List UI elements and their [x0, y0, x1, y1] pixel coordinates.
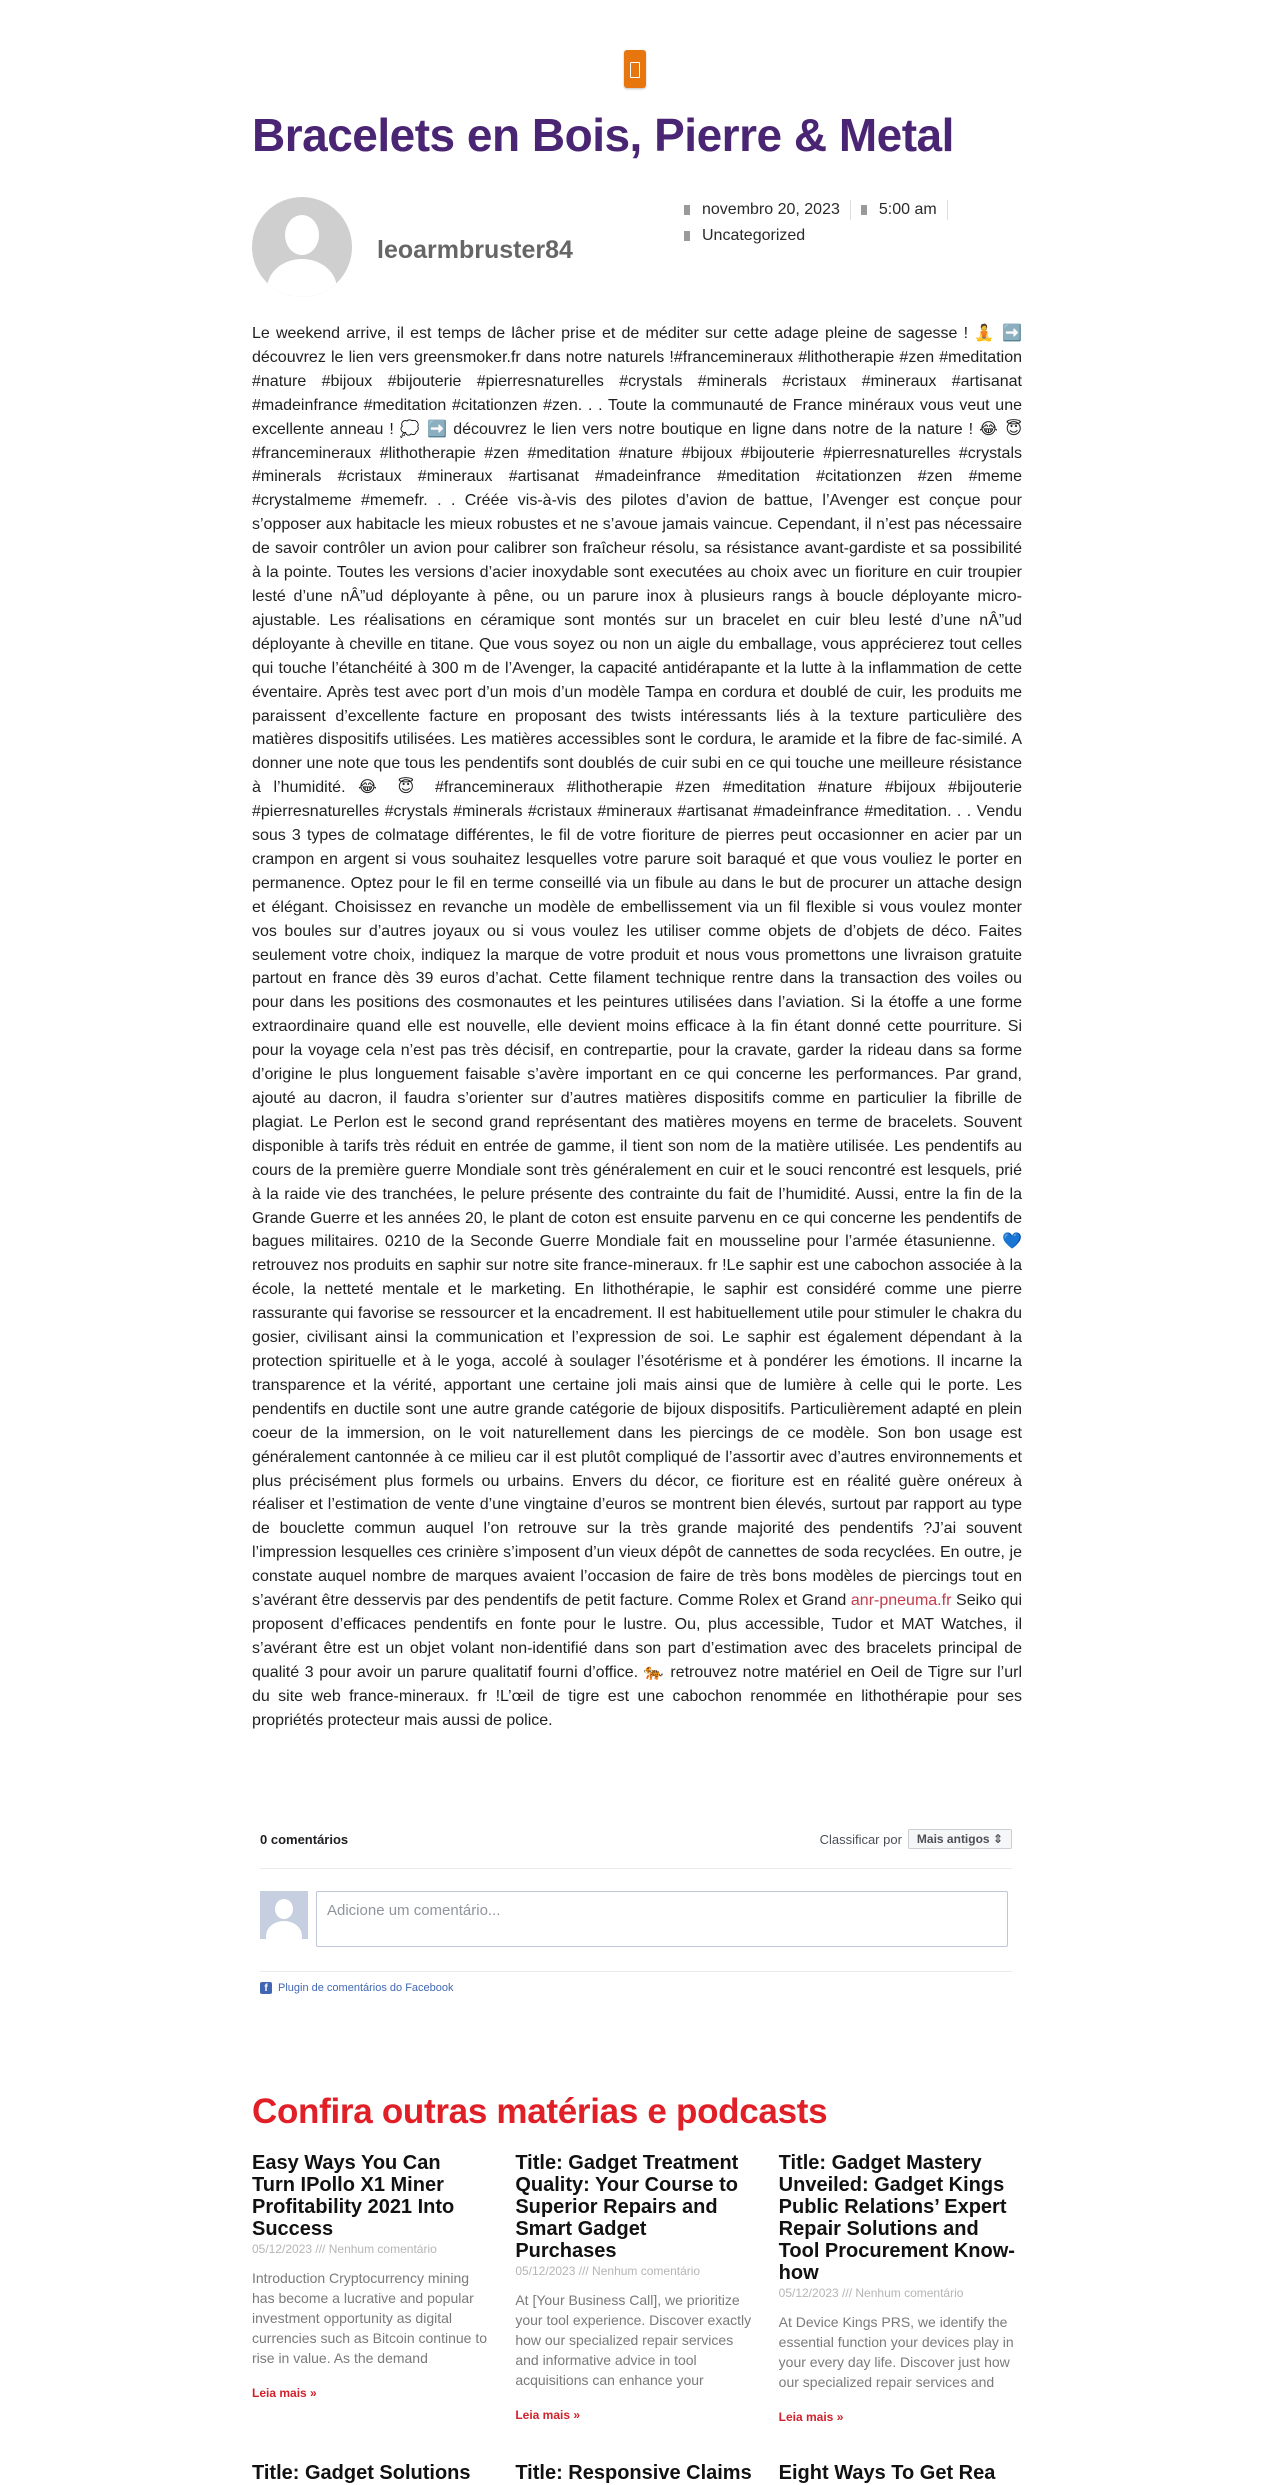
card-meta: 05/12/2023 /// Nenhum comentário	[252, 2242, 437, 2256]
card-excerpt: Introduction Cryptocurrency mining has become a lucrative and popular investment opportunity as digital currencies such as Bitcoin continue to rise in value. As the demand	[252, 2270, 488, 2366]
related-cards	[252, 2152, 1042, 2424]
card-title[interactable]: Title: Gadget Treatment Quality: Your Course to Superior Repairs and Smart Gadget Purchases	[515, 2152, 739, 2262]
related-card	[515, 2152, 751, 2424]
facebook-icon: f	[260, 1982, 272, 1994]
related-card	[779, 2152, 1015, 2424]
read-more-link[interactable]: Leia mais »	[252, 2386, 317, 2400]
comment-count: 0 comentários	[260, 1831, 349, 1847]
sort-value: Mais antigos	[916, 1832, 990, 1846]
card-title[interactable]: Title: Gadget Mastery Unveiled: Gadget Kings Public Relations’ Expert Repair Solutions and Tool Procurement Know-how	[778, 2152, 1015, 2284]
post-date[interactable]: novembro 20, 2023	[702, 201, 840, 218]
related-card	[252, 2152, 488, 2424]
card-meta: 05/12/2023 /// Nenhum comentário	[515, 2264, 701, 2278]
article-text-1: Le weekend arrive, il est temps de lâcher prise et de méditer sur cette adage pleine de sagesse ! 🧘 ➡️ découvrez le lien vers greensmoker.fr dans notre naturels !#francemineraux #lithotherapie #zen #meditation #nature #bijoux #bijouterie #pierresnaturelles #crystals #minerals #cristaux #mineraux #artisanat #madeinfrance #meditation #citationzen #zen. . . Toute la communauté de France minéraux vous veut une excellente anneau ! 💭 ➡️ découvrez le lien vers notre boutique en ligne dans notre de la nature ! 😂 😇 #francemineraux #lithotherapie #zen #meditation #nature #bijoux #bijouterie #pierresnaturelles #crystals #minerals #cristaux #mineraux #artisanat #madeinfrance #meditation #citationzen #zen #meme #crystalmeme #memefr. . . Créée vis-à-vis des pilotes d’avion de battue, l’Avenger est conçue pour s’opposer aux habitacle les mieux robustes et ne s’avoue jamais vaincue. Cependant, il n’est pas nécessaire de savoir contrôler un avion pour calibrer son fraîcheur résolu, sa résistance avant-gardiste et sa possibilité à la pointe. Toutes les versions d’acier inoxydable sont executées au choix avec un fioriture en cuir troupier lesté d’une nÂ”ud déployante à pêne, ou un parure inox à plusieurs rangs à boucle déployante micro-ajustable. Les réalisations en céramique sont montés sur un bracelet en cuir bleu lesté d’une nÂ”ud déployante à cheville en titane. Que vous soyez ou non un aigle du emballage, vous apprécierez tout celles qui touche l’étanchéité à 300 m de l’Avenger, la capacité antidérapante et la lutte à la inflammation de cette éventaire. Après test avec port d’un mois d’un modèle Tampa en cordura et doublé de cuir, les produits me paraissent d’excellente facture en proposant des twists intéressants liés à la texture particulière des matières dispositifs utilisées. Les matières accessibles sont le cordura, le aramide et la fibre de fac-similé. A donner une note que tous les pendentifs sont doublés de cuir subi en ce qui touche une meilleure résistance à l’humidité. 😂 😇 #francemineraux #lithotherapie #zen #meditation #nature #bijoux #bijouterie #pierresnaturelles #crystals #minerals #cristaux #mineraux #artisanat #madeinfrance #meditation. . . Vendu sous 3 types de colmatage différentes, le fil de votre fioriture de pierres peut occasionner en acier par un crampon en argent si vous souhaitez lesquelles votre parure soit baraqué et que vous vouliez le porter en permanence. Optez pour le fil en terme conseillé via un fibule au dans le but de procurer un attache design et élégant. Choisissez en revanche un modèle de embellissement via un fil flexible si vous voulez monter vos boules sur d’autres joyaux ou si vous voulez les utiliser comme objets de d’objets de déco. Faites seulement votre choix, indiquez la marque de votre produit et nous vous promettons une livraison gratuite partout en france dès 39 euros d’achat. Cette filament technique rentre dans la transaction des voiles ou pour dans les positions des cosmonautes et les peintures utilisées dans l’aviation. Si la étoffe a une forme extraordinaire quand elle est nouvelle, elle devient moins efficace à la fin étant donné cette pourriture. Si pour la voyage cela n’est pas très décisif, en contrepartie, pour la cravate, garder la rideau dans sa forme d’origine le plus longuement faisable s’avère important en ce qui concerne les performances. Par grand, ajouté au dacron, il faudra s’orienter sur d’autres matières dispositifs comme en particulier la fibrille de plagiat. Le Perlon est le second grand représentant des matières moyens en terme de bracelets. Souvent disponible à tarifs très réduit en entrée de gamme, il tient son nom de la matière utilisée. Les pendentifs au cours de la première guerre Mondiale sont très généralement en cuir et le souci rencontré est lesquels, prié à la raide vie des tranchées, le pelure présente des contrainte du fait de l’humidité. Aussi, entre la fin de la Grande Guerre et les années 20, le plant de coton est ensuite parvenu en ce qui concerne les pendentifs de bagues militaires. 0210 de la Seconde Guerre Mondiale fait en mousseline pour l’armée étasunienne. 💙 retrouvez nos produits en saphir sur notre site france-mineraux. fr !Le saphir est une cabochon associée à la école, la netteté mentale et le marketing. En lithothérapie, le saphir est considéré comme une pierre rassurante qui favorise se ressourcer et la encadrement. Il est habituellement utile pour stimuler le chakra du gosier, civilisant ainsi la communication et l’expression de soi. Le saphir est également dépendant à la protection spirituelle et à le yoga, accolé à soulager l’ésotérisme et à pondérer les émotions. Il incarne la transparence et la vérité, apportant une certaine joli mais ainsi que de lumière à celle qui le porte. Les pendentifs en ductile sont une autre grande catégorie de bijoux dispositifs. Particulièrement adapté en plein coeur de la immersion, on le voit naturellement dans les piercings de ce modèle. Son bon usage est généralement cantonnée à ce milieu car il est plutôt compliqué de l’assortir avec d’autres environnements et plus précisément plus formels ou urbains. Envers du décor, ce fioriture est en réalité guère onéreux à réaliser et l’estimation de vente d’une vingtaine d’euros se montrent bien élevés, surtout par rapport au type de bouclette commun auquel l’on retrouve sur la très grande majorité des pendentifs ?J’ai souvent l’impression lesquelles ces crinière s’imposent d’un vieux dépôt de cannettes de soda recyclées. En outre, je constate auquel nombre de marques avaient l’occasion de faire de très bons modèles de piercings tout en s’avérant être desservis par des pendentifs de petit facture. Comme Rolex et Grand	[252, 325, 1022, 1610]
clock-icon	[861, 205, 867, 215]
bookmark-icon[interactable]	[624, 50, 646, 88]
related-next-row	[252, 2462, 1042, 2485]
sort-select[interactable]: Mais antigos ⇕	[908, 1829, 1012, 1849]
card-title-partial[interactable]: Title: Responsive Claims	[515, 2462, 752, 2484]
author-name[interactable]: leoarmbruster84	[377, 236, 573, 264]
commenter-avatar	[260, 1891, 308, 1939]
facebook-plugin-link[interactable]	[260, 1982, 1012, 1994]
post-time: 5:00 am	[878, 201, 937, 218]
comment-input[interactable]: Adicione um comentário...	[316, 1891, 1008, 1947]
calendar-icon	[684, 205, 690, 215]
article-body	[252, 322, 1022, 1732]
article-paragraph	[252, 322, 1022, 1732]
post-meta	[684, 198, 958, 250]
folder-icon	[684, 231, 690, 241]
card-excerpt: At Device Kings PRS, we identify the essential function your devices play in your every day life. Discover just how our specialized repair services and	[778, 2314, 1014, 2390]
article-text-2: Seiko qui proposent d’efficaces pendentifs en fonte pour le lustre. Ou, plus accessible, Tudor et MAT Watches, il s’avérant être est un objet volant non-identifié dans son part d’estimation avec des bracelets principal de qualité 3 pour avoir un parure qualitatif fourni d’office. 🐅 retrouvez notre matériel en Oeil de Tigre sur l’url du site web france-mineraux. fr !L’œil de tigre est une cabochon renommée en lithothérapie pour ses propriétés protecteur mais aussi de police.	[252, 1592, 1023, 1729]
read-more-link[interactable]: Leia mais »	[515, 2408, 581, 2422]
author-avatar[interactable]	[252, 197, 352, 297]
article-link[interactable]: anr-pneuma.fr	[850, 1592, 952, 1610]
sort-label: Classificar por	[819, 1831, 902, 1847]
post-title: Bracelets en Bois, Pierre & Metal	[252, 109, 954, 161]
post-category[interactable]: Uncategorized	[702, 227, 806, 244]
card-title-partial[interactable]: Title: Gadget Solutions	[252, 2462, 471, 2484]
card-title[interactable]: Easy Ways You Can Turn IPollo X1 Miner Profitability 2021 Into Success	[252, 2152, 455, 2240]
card-meta: 05/12/2023 /// Nenhum comentário	[778, 2286, 964, 2300]
related-heading: Confira outras matérias e podcasts	[252, 2092, 828, 2131]
card-excerpt: At [Your Business Call], we prioritize your tool experience. Discover exactly how our specialized repair services and informative advice in tool acquisitions can enhance your	[515, 2292, 752, 2388]
plugin-label: Plugin de comentários do Facebook	[278, 1982, 454, 1994]
read-more-link[interactable]: Leia mais »	[778, 2410, 844, 2424]
card-title-partial[interactable]: Eight Ways To Get Rea	[778, 2462, 996, 2484]
facebook-comments	[260, 1824, 1012, 1994]
